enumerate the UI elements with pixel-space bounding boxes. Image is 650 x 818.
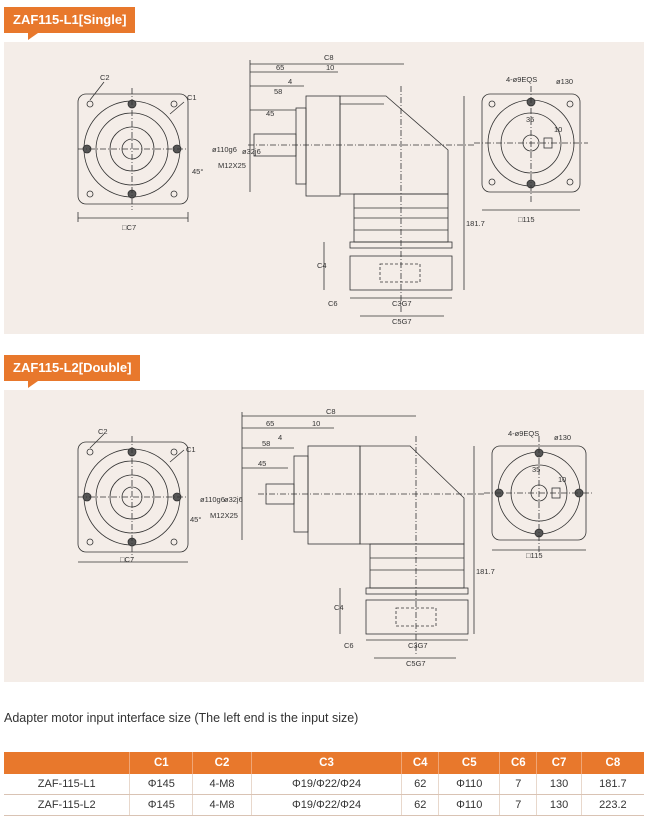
table-cell: 4-M8 (193, 774, 252, 795)
svg-text:□C7: □C7 (120, 555, 135, 564)
table-cell: 181.7 (581, 774, 644, 795)
svg-text:C5G7: C5G7 (392, 317, 412, 326)
table-cell: Φ110 (439, 795, 500, 816)
svg-text:10: 10 (554, 125, 563, 134)
svg-text:4-ø9EQS: 4-ø9EQS (508, 429, 540, 438)
drawing-panel-double (4, 390, 644, 682)
table-cell: 7 (500, 795, 537, 816)
table-header: C6 (500, 752, 537, 774)
table-cell: 62 (402, 774, 439, 795)
svg-text:45°: 45° (192, 167, 204, 176)
svg-text:10: 10 (326, 63, 335, 72)
svg-text:C8: C8 (326, 407, 336, 416)
section-title-double: ZAF115-L2[Double] (4, 355, 140, 381)
svg-text:35: 35 (526, 115, 535, 124)
svg-text:10: 10 (312, 419, 321, 428)
svg-text:4: 4 (278, 433, 283, 442)
technical-drawing-single (4, 42, 644, 334)
table-cell: 7 (500, 774, 537, 795)
svg-text:ø110g6: ø110g6 (200, 495, 225, 504)
svg-text:181.7: 181.7 (466, 219, 485, 228)
table-header: C5 (439, 752, 500, 774)
svg-text:C3G7: C3G7 (408, 641, 428, 650)
svg-text:□115: □115 (526, 551, 543, 560)
svg-text:181.7: 181.7 (476, 567, 495, 576)
table-cell: ZAF-115-L2 (4, 795, 130, 816)
table-cell: 4-M8 (193, 795, 252, 816)
table-cell: Φ19/Φ22/Φ24 (251, 795, 401, 816)
table-cell: 223.2 (581, 795, 644, 816)
svg-text:10: 10 (558, 475, 567, 484)
svg-text:ø32j6: ø32j6 (224, 495, 243, 504)
svg-text:45: 45 (266, 109, 275, 118)
svg-text:35: 35 (532, 465, 541, 474)
section-title-single: ZAF115-L1[Single] (4, 7, 135, 33)
table-cell: Φ110 (439, 774, 500, 795)
table-header: C7 (537, 752, 582, 774)
table-header: C4 (402, 752, 439, 774)
table-cell: 130 (537, 795, 582, 816)
table-cell: 130 (537, 774, 582, 795)
svg-text:C5G7: C5G7 (406, 659, 426, 668)
svg-text:C1: C1 (187, 93, 197, 102)
svg-text:45°: 45° (190, 515, 202, 524)
svg-text:C2: C2 (100, 73, 110, 82)
svg-text:C6: C6 (328, 299, 338, 308)
svg-text:58: 58 (262, 439, 271, 448)
svg-text:C2: C2 (98, 427, 108, 436)
svg-text:C4: C4 (334, 603, 344, 612)
table-row (4, 774, 644, 795)
table-row (4, 795, 644, 816)
technical-drawing-double (4, 390, 644, 682)
table-cell: Φ19/Φ22/Φ24 (251, 774, 401, 795)
svg-text:C1: C1 (186, 445, 196, 454)
table-cell: ZAF-115-L1 (4, 774, 130, 795)
svg-text:ø130: ø130 (554, 433, 572, 442)
svg-text:□115: □115 (518, 215, 535, 224)
table-header-row (4, 752, 644, 774)
table-header: C8 (581, 752, 644, 774)
svg-text:C8: C8 (324, 53, 334, 62)
table-header (4, 752, 130, 774)
table-cell: 62 (402, 795, 439, 816)
svg-text:C6: C6 (344, 641, 354, 650)
svg-text:C3G7: C3G7 (392, 299, 412, 308)
drawing-panel-single (4, 42, 644, 334)
table-cell: Φ145 (130, 774, 193, 795)
svg-text:M12X25: M12X25 (210, 511, 238, 520)
svg-text:□C7: □C7 (122, 223, 137, 232)
svg-text:4-ø9EQS: 4-ø9EQS (506, 75, 538, 84)
spec-table (4, 752, 644, 816)
table-header: C2 (193, 752, 252, 774)
table-header: C1 (130, 752, 193, 774)
table-caption: Adapter motor input interface size (The left end is the input size) (4, 711, 359, 725)
svg-text:4: 4 (288, 77, 293, 86)
svg-text:58: 58 (274, 87, 283, 96)
table-header: C3 (251, 752, 401, 774)
svg-text:ø130: ø130 (556, 77, 574, 86)
svg-text:ø110g6: ø110g6 (212, 145, 237, 154)
svg-text:M12X25: M12X25 (218, 161, 246, 170)
svg-text:ø32j6: ø32j6 (242, 147, 261, 156)
svg-text:65: 65 (276, 63, 285, 72)
table-cell: Φ145 (130, 795, 193, 816)
svg-text:45: 45 (258, 459, 267, 468)
svg-text:65: 65 (266, 419, 275, 428)
svg-text:C4: C4 (317, 261, 327, 270)
